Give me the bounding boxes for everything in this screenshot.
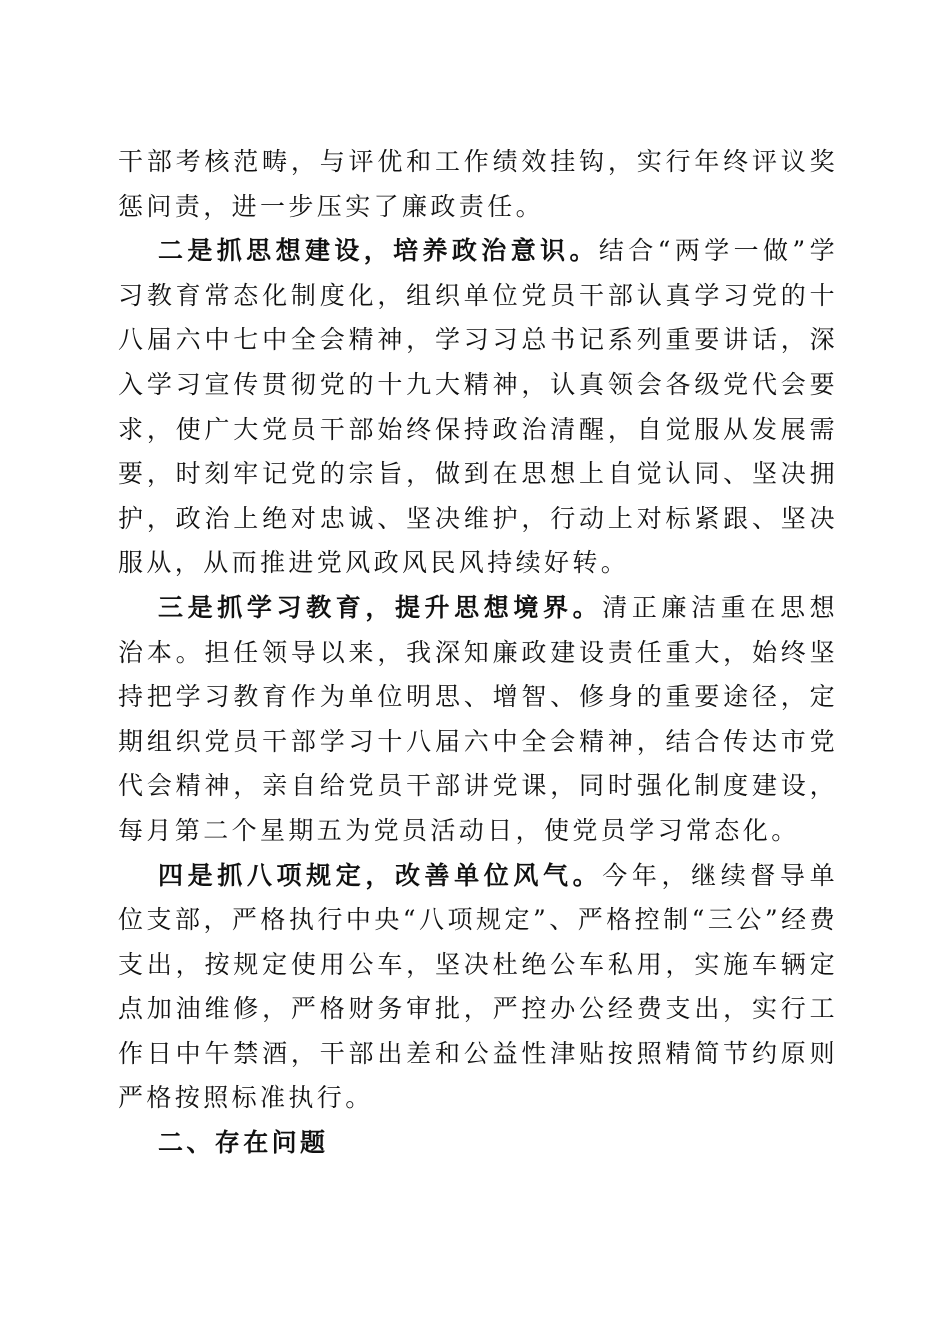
paragraph-continuation <box>118 140 838 229</box>
paragraph-text: 清正廉洁重在思想治本。担任领导以来，我深知廉政建设责任重大，始终坚持把学习教育作为单位明思、增智、修身的重要途径，定期组织党员干部学习十八届六中全会精神，结合传达市党代会精神，亲自给党员干部讲党课，同时强化制度建设，每月第二个星期五为党员活动日，使党员学习常态化。 <box>118 592 838 845</box>
paragraph-lead: 二是抓思想建设，培养政治意识。 <box>158 236 599 266</box>
paragraph-lead: 四是抓八项规定，改善单位风气。 <box>158 860 603 890</box>
paragraph-study-education <box>118 586 838 854</box>
paragraph-thought-building <box>118 229 838 586</box>
paragraph-text: 今年，继续督导单位支部，严格执行中央“八项规定”、严格控制“三公”经费支出，按规定使用公车，坚决杜绝公车私用，实施车辆定点加油维修，严格财务审批，严控办公经费支出，实行工作日中午禁酒，干部出差和公益性津贴按照精简节约原则严格按照标准执行。 <box>118 860 838 1113</box>
section-heading: 二、存在问题 <box>158 1128 329 1158</box>
paragraph-text: 结合“两学一做”学习教育常态化制度化，组织单位党员干部认真学习党的十八届六中七中全会精神，学习习总书记系列重要讲话，深入学习宣传贯彻党的十九大精神，认真领会各级党代会要求，使广大党员干部始终保持政治清醒，自觉服从发展需要，时刻牢记党的宗旨，做到在思想上自觉认同、坚决拥护，政治上绝对忠诚、坚决维护，行动上对标紧跟、坚决服从，从而推进党风政风民风持续好转。 <box>118 236 838 578</box>
paragraph-lead: 三是抓学习教育，提升思想境界。 <box>158 592 603 622</box>
document-page <box>118 140 838 1166</box>
paragraph-text: 干部考核范畴，与评优和工作绩效挂钩，实行年终评议奖惩问责，进一步压实了廉政责任。 <box>118 147 838 221</box>
paragraph-eight-rules <box>118 854 838 1122</box>
